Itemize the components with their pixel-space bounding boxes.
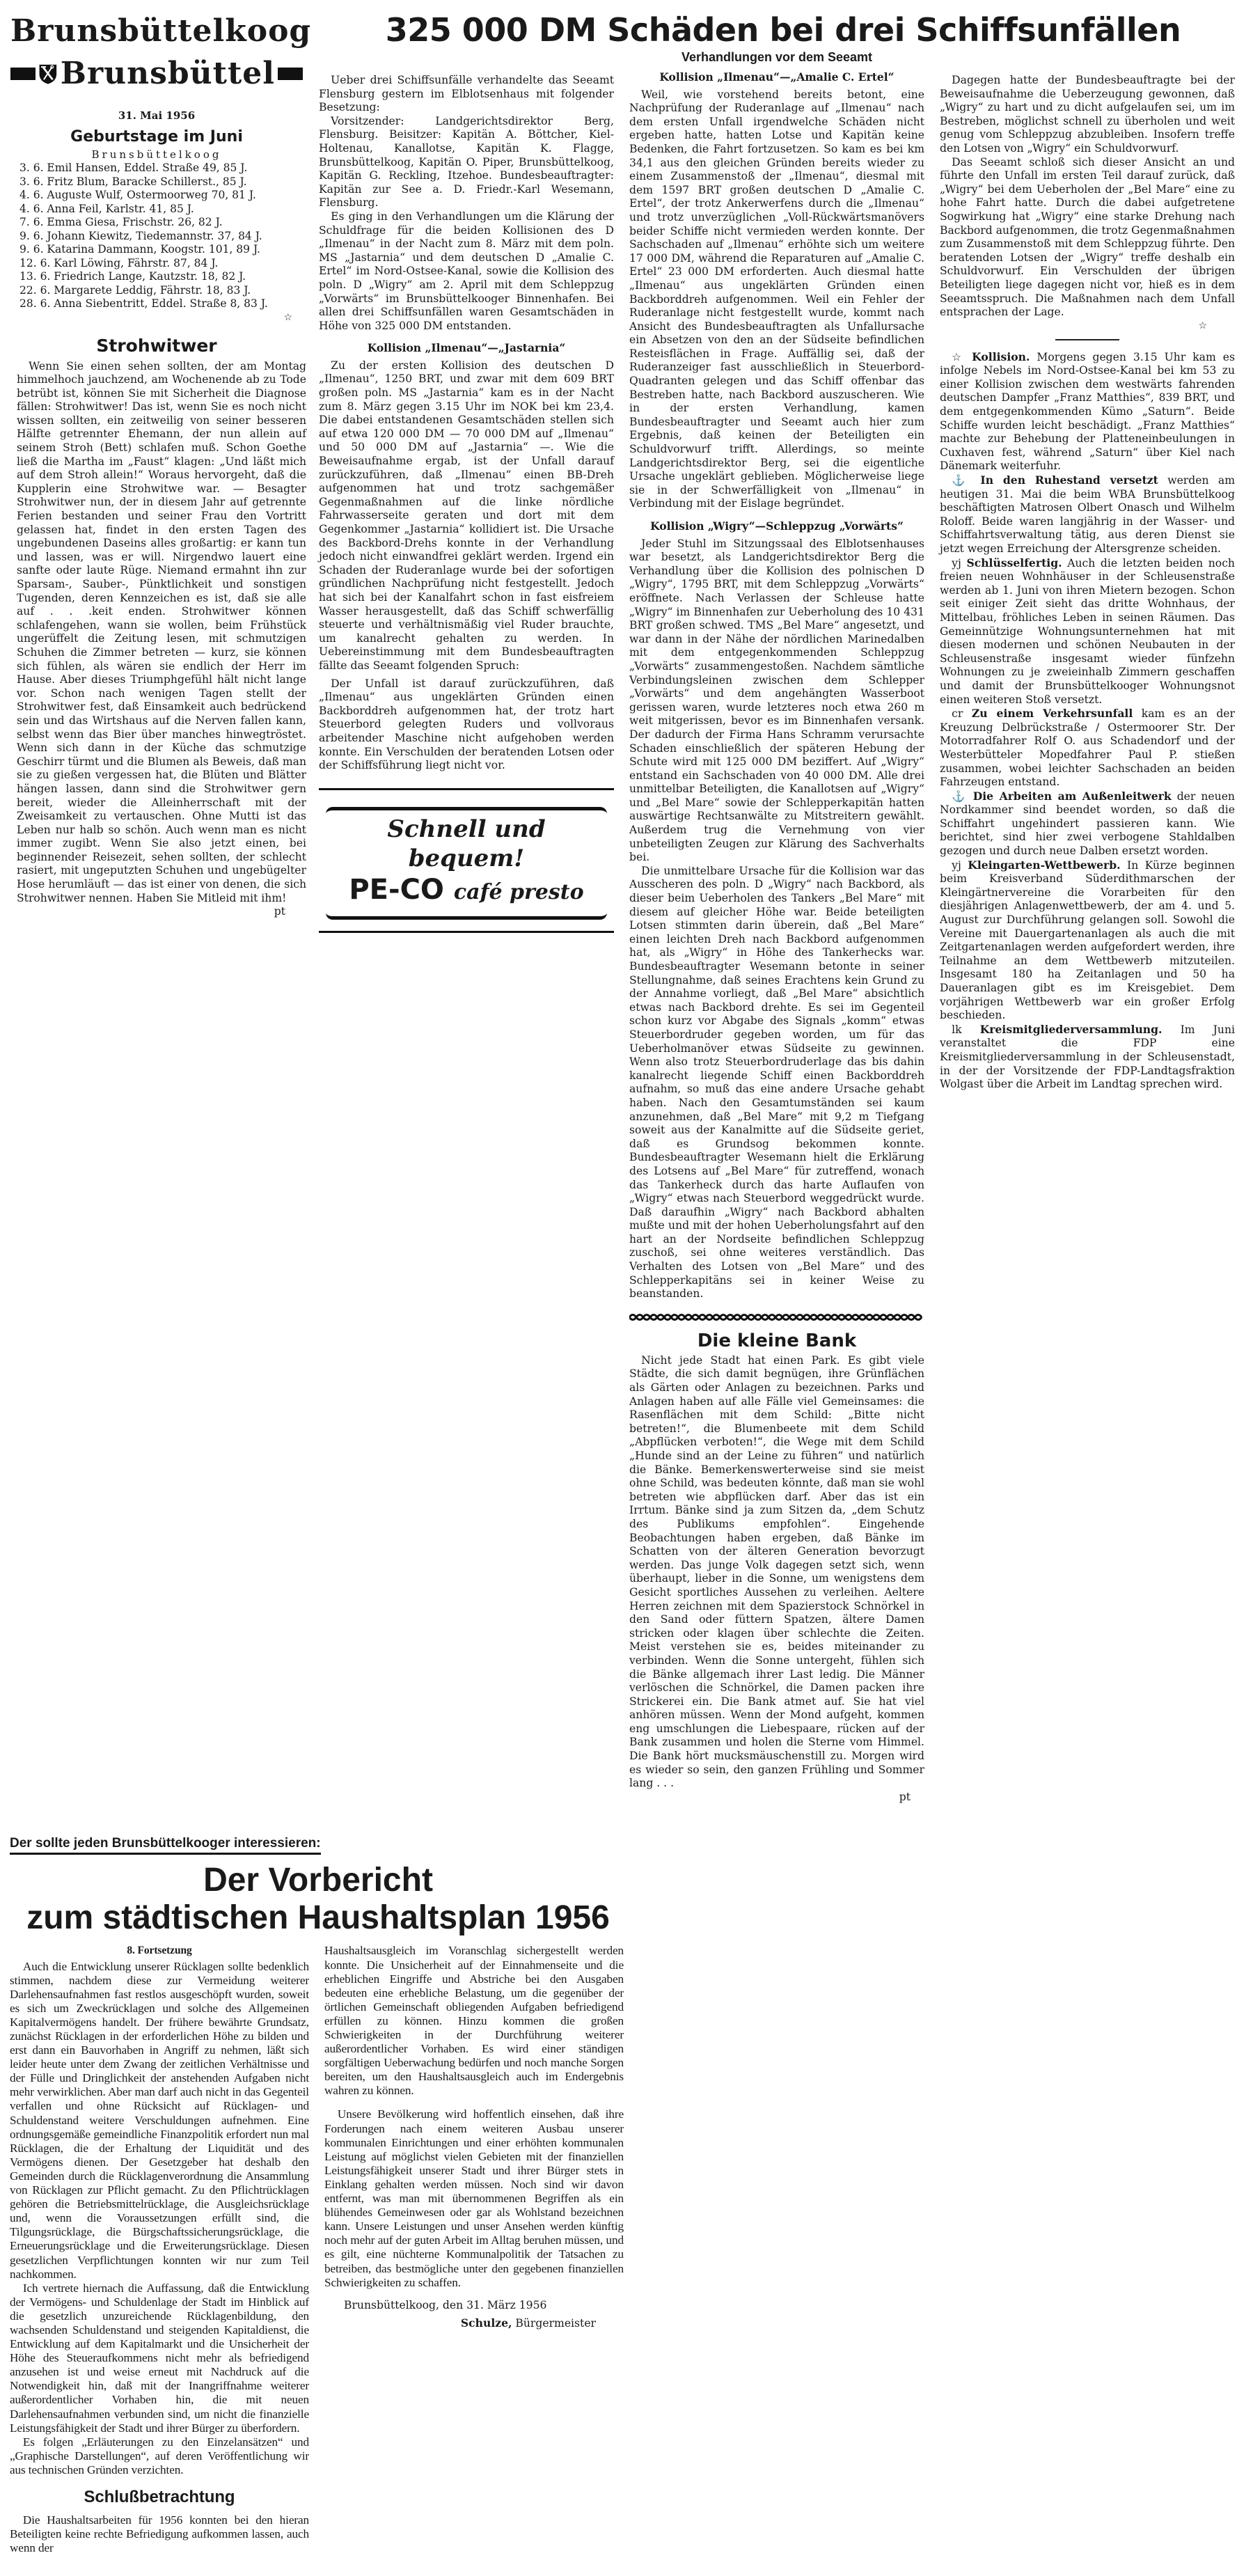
masthead-logo [10, 13, 312, 99]
budget-col2-p1: Haushaltsausgleich im Voranschlag sichergestellt werden konnte. Die Unsicherheit auf der Einnahmenseite und die erheblichen Eingriffe und Abstriche bei den Ausgaben bedeuten eine erhebliche Belastung, um die gegenüber der örtlichen Gemeinschaft obliegenden Aufgaben befriedigend erfüllen zu können. Hinzu kommen die großen Schwierigkeiten in der Durchführung weiterer außerordentlicher Vorhaben. Es wird einer ständigen sorgfältigen Ueberwachung bedürfen und noch manche Sorgen bereiten, um den Haushaltsausgleich auch im Endergebnis wahren zu können. [324, 1944, 624, 2098]
news-brief [940, 556, 1235, 707]
birthday-entry: 3. 6. Emil Hansen, Eddel. Straße 49, 85 J. [19, 162, 248, 174]
budget-columns [10, 1944, 626, 2555]
birthday-entry: 4. 6. Anna Feil, Karlstr. 41, 85 J. [19, 202, 194, 215]
birthdays-place: Brunsbüttelkoog [91, 148, 222, 161]
ad-product: café presto [453, 879, 584, 904]
budget-col2-p2: Unsere Bevölkerung wird hoffentlich einsehen, daß ihre Forderungen nach einem weiteren Ausbau unserer kommunalen Einrichtungen und einer erhöhten kommunalen Leistung auf möglichst vielen Gebieten mit der finanziellen Leistungsfähigkeit unserer Stadt und ihrer Bürger stets in Einklang gehalten werden müssen. Noch sind wir davon entfernt, was man mit übernommenen Begriffen als ein blühendes Gemeinwesen oder gar als Wohlstand bezeichnen kann. Unsere Leistungen und unser Ansehen werden künftig noch mehr auf der guten Arbeit im Alltag beruhen müssen, und es gilt, eine nüchterne Kommunalpolitik der Tatsachen zu betreiben, das bestmögliche unter den gegebenen finanziellen Schwierigkeiten zu schaffen. [324, 2107, 624, 2289]
bank-author: pt [899, 1790, 911, 1803]
end-star-icon: ☆ [283, 311, 292, 323]
birthdays-title: Geburtstage im Juni [70, 128, 243, 146]
brief-title: Die Arbeiten am Außenleitwerk [972, 789, 1172, 803]
birthday-entry: 22. 6. Margarete Leddig, Fährstr. 18, 83 J. [19, 283, 251, 297]
anchor-crest-icon [38, 49, 58, 99]
brief-title: Zu einem Verkehrsunfall [971, 707, 1133, 721]
birthday-entry: 12. 6. Karl Löwing, Fährstr. 87, 84 J. [19, 256, 219, 269]
masthead-line2: Brunsbüttel [60, 56, 275, 91]
brief-title: Kleingarten-Wettbewerb. [968, 858, 1121, 872]
ship-end-star-icon: ☆ [1198, 320, 1207, 331]
brief-text: werden am heutigen 31. Mai die beim WBA Brunsbüttelkoog beschäftigten Matrosen Olbert Onasch und Wilhelm Roloff. Beide waren langjährig in der Wasser- und Schiffahrtsverwaltung tätig, aus deren Dienst sie jetzt wegen Erreichung der Altersgrenze scheiden. [940, 474, 1235, 555]
ship-intro-2: Vorsitzender: Landgerichtsdirektor Berg, Flensburg. Beisitzer: Kapitän A. Böttcher, Kiel-Holtenau, Kanallotse, Kapitän K. Flagge, Brunsbüttelkoog, Kapitän O. Piper, Brunsbüttelkoog, Kapitän G. Reckling, Itzehoe. Bundesbeauftragter: Kapitän zur See a. D. Friedr.-Karl Wesemann, Flensburg. [319, 114, 614, 210]
strohwitwer-title: Strohwitwer [96, 335, 217, 356]
news-brief [940, 473, 1235, 556]
ship-column-1 [319, 74, 614, 773]
masthead-row2 [10, 49, 303, 99]
budget-conclusion-text: Die Haushaltsarbeiten für 1956 konnten bei den hieran Beteiligten keine rechte Befriedigung aufkommen lassen, auch wenn der [10, 2513, 309, 2555]
budget-signature [324, 2316, 624, 2330]
birthday-entry: 7. 6. Emma Giesa, Frischstr. 26, 82 J. [19, 216, 223, 228]
budget-section [0, 1836, 626, 2576]
budget-column-2-wrap [324, 1944, 624, 2330]
ship-sec3-p2: Die unmittelbare Ursache für die Kollision war das Ausscheren des poln. D „Wigry“ nach Backbord, als dieser beim Ueberholen des Tankers „Bel Mare“ mit diesem auf gleicher Höhe war. Beide beteiligten Lotsen stimmten darin überein, daß „Bel Mare“ einen leichten Dreh nach Backbord aufgenommen hat, als „Wigry“ in Höhe des Tankerhecks war. Bundesbeauftragter Wesemann betonte in seiner Stellungnahme, daß seines Erachtens kein Grund zu der Annahme vorliegt, daß „Bel Mare“ absichtlich etwas nach Backbord drehte. Es sei im Gegenteil schon kurz vor Abgabe des Signals „komm“ etwas Steuerbordruder gegeben worden, um für das Ueberholmanöver etwas Südseite zu gewinnen. Wenn also trotz Steuerbordruderlage das bis dahin kanalrecht liegende Schiff einen Backborddreh aufnahm, so muß das eine andere Ursache gehabt haben. Nach den Gesamtumständen sei kaum anzunehmen, daß „Bel Mare“ mit 9,2 m Tiefgang soweit aus der Kanalmitte auf die Südseite geriet, daß es Grundsog bekommen konnte. Bundesbeauftragter Wesemann hielt die Erklärung des Lotsens auf „Bel Mare“ für zutreffend, wonach das Tankerheck durch das harte Auflaufen von „Wigry“ etwas nach Steuerbord weggedrückt wurde. Daß daraufhin „Wigry“ nach Backbord abhalten mußte und mit der hohen Ueberholungsfahrt auf den hart an der Nordseite befindlichen Schleppzug zuschoß, sei ohne weiteres verständlich. Das Verhalten des Lotsen von „Bel Mare“ und des Schlepperkapitäns sei in keiner Weise zu beanstanden. [629, 864, 924, 1301]
brief-text: der neuen Nordkammer sind beendet worden, so daß die Schiffahrt ungehindert passieren kann. Wie berichtet, sind hier zwei verbogene Stahldalben gezogen und durch neue Dalben ersetzt worden. [940, 790, 1235, 858]
issue-date: 31. Mai 1956 [118, 109, 196, 122]
news-brief [940, 790, 1235, 858]
ship-sec3-p1: Jeder Stuhl im Sitzungssaal des Elblotsenhauses war besetzt, als Landgerichtsdirektor Berg die Verhandlung über die Kollision des polnischen D „Wigry“, 1795 BRT, mit dem Schleppzug „Vorwärts“ eröffnete. Nach Verlassen der Schleuse hatte „Wigry“ im Binnenhafen zur Ueberholung des 10 431 BRT großen schwed. TMS „Bel Mare“ angesetzt, und war dann in der Nähe der nördlichen Marinedalben mit dem entgegenkommenden Schleppzug „Vorwärts“ zusammengestoßen. Nachdem sämtliche Verbindungsleinen zwischen dem Schlepper „Vorwärts“ und dem angehängten Wasserboot gerissen waren, wurde letzteres noch etwa 260 m weit mitgerissen, bevor es im Binnenhafen versank. Der dadurch der Firma Hans Schramm verursachte Schaden einschließlich der späteren Hebung der Schute wird mit 125 000 DM beziffert. Auf „Wigry“ entstand ein Sachschaden von 40 000 DM. Alle drei unmittelbar Beteiligten, die Kanallotsen auf „Wigry“ und „Bel Mare“ sowie der Schlepperkapitän hatten auswärtige Rechtsanwälte zu Mitstreitern gewählt. Außerdem trug die Vernehmung von vier unbeteiligten Zeugen zur Klärung des Sachverhalts bei. [629, 537, 924, 864]
author-initials: yj [952, 556, 961, 570]
brief-title: In den Ruhestand versetzt [980, 473, 1158, 487]
brief-text: Im Juni veranstaltet die FDP eine Kreismitgliederversammlung in der Schleusenstadt, in der der Vorsitzende der FDP-Landtagsfraktion Wolgast über die Arbeit im Landtag sprechen wird. [940, 1023, 1235, 1091]
right-area [319, 11, 1247, 1804]
banner-left [10, 68, 36, 80]
ship-column-3 [940, 74, 1235, 332]
budget-headline-1: Der Vorbericht [203, 1862, 433, 1899]
birthday-list [7, 162, 306, 311]
ship-column-1-wrap [319, 50, 614, 937]
ship-sec3-p3: Dagegen hatte der Bundesbeauftragte bei der Beweisaufnahme die Ueberzeugung gewonnen, daß „Wigry“ zu hart und zu dicht aufgelaufen sei, um im Bestreben, möglichst schnell zu überholen und weit genug vom Schleppzug abzubleiben. Insofern treffe den Lotsen von „Wigry“ ein Schuldvorwurf. [940, 74, 1235, 155]
ship-sec1-p2: Der Unfall ist darauf zurückzuführen, daß „Ilmenau“ aus ungeklärten Gründen einen Backborddreh aufgenommen hat, der trotz hart Steuerbord gelegten Ruders und vollvoraus arbeitender Maschine nicht aufgehoben werden konnte. Ein Verschulden der beratenden Lotsen oder der Schiffsführung liegt nicht vor. [319, 677, 614, 772]
ship-sec2-p1: Weil, wie vorstehend bereits betont, eine Nachprüfung der Ruderanlage auf „Ilmenau“ nach dem ersten Unfall irgendwelche Schäden nicht ergeben hatte, hatten Lotse und Kapitän keine Bedenken, die Fahrt fortzusetzen. So kam es bei km 34,1 aus den gleichen Gründen bereits wieder zu einem Zusammenstoß der „Ilmenau“, diesmal mit dem 1597 BRT großen deutschen D „Amalie C. Ertel“, der trotz Ankerwerfens durch die „Ilmenau“ und trotz unverzüglichen „Voll-Rückwärtsmanövers beider Schiffe nicht vermieden werden konnte. Der Sachschaden auf „Ilmenau“ erhöhte sich um weitere 17 000 DM, während die Reparaturen auf „Amalie C. Ertel“ 23 000 DM erforderten. Auch diesmal hatte „Ilmenau“ aus ungeklärten Gründen einen Backborddreh aufgenommen. Weil ein Fehler der Ruderanlage nicht festgestellt wurde, kommt nach Ansicht des Bundesbeauftragten als Unfallursache ein Absetzen von den an der Südseite befindlichen Resteisflächen in Frage. Auffällig sei, daß der Ruderanzeiger fast ausschließlich in Steuerbord-Quadranten gelegen und das Schiff offenbar das Bestreben hatte, nach Backbord auszuscheren. Wie in der ersten Verhandlung, kamen Bundesbeauftragter und Seeamt auch hier zum Ergebnis, daß keinen der Beteiligten ein Schuldvorwurf trifft. Allerdings, so meinte Landgerichtsdirektor Berg, sei die eigentliche Ursache ungeklärt geblieben. Möglicherweise liege sie in der Schwerfälligkeit von „Ilmenau“ in Verbindung mit der Eislage begründet. [629, 88, 924, 510]
section-title-ilmenau-ertel: Kollision „Ilmenau“—„Amalie C. Ertel“ [659, 70, 895, 84]
ad-brand-line [326, 873, 607, 909]
ship-headline: 325 000 DM Schäden bei drei Schiffsunfällen [385, 11, 1181, 49]
budget-column-1 [10, 1944, 309, 2555]
ship-intro-1: Ueber drei Schiffsunfälle verhandelte das Seeamt Flensburg gestern im Elblotsenhaus mit folgender Besetzung: [319, 74, 614, 114]
ad-bottom-rule [319, 931, 614, 933]
ad-slogan: Schnell und bequem! [387, 815, 546, 872]
star-icon: ☆ [952, 350, 966, 363]
left-column [7, 11, 312, 919]
news-brief [940, 858, 1235, 1023]
divider-short [1055, 339, 1119, 340]
masthead-line1: Brunsbüttelkoog [10, 13, 312, 49]
author-initials: yj [952, 858, 961, 872]
brief-title: Schlüsselfertig. [966, 556, 1062, 570]
ad-brand: PE-CO [349, 873, 444, 906]
section-title-wigry-vorwaerts: Kollision „Wigry“—Schleppzug „Vorwärts“ [650, 519, 904, 533]
news-brief [940, 707, 1235, 790]
news-brief [940, 350, 1235, 473]
local-notes-column [940, 350, 1235, 1092]
brief-text: Auch die letzten beiden noch freien neuen Wohnhäuser in der Schleusenstraße werden ab 1. Juni von ihren Mietern bezogen. Schon seit einiger Zeit sieht das dritte Wohnhaus, der Mittelbau, fröhliches Leben in seinen Räumen. Das Gemeinnützige Wohnungsunternehmen hat mit diesen modernen und schönen Neubauten in der Schleusenstraße insgesamt wieder fünfzehn Wohnungen zu je zweieinhalb Zimmern geschaffen und damit der Brunsbüttelkooger Wohnungsnot einen weiteren Stoß versetzt. [940, 556, 1235, 706]
ship-columns [319, 50, 1247, 1804]
birthday-entry: 4. 6. Auguste Wulf, Ostermoorweg 70, 81 J. [19, 189, 256, 201]
author-initials: cr [952, 707, 963, 721]
strohwitwer-author: pt [274, 905, 285, 918]
banner-right [278, 68, 303, 80]
news-brief [940, 1023, 1235, 1092]
strohwitwer-text: Wenn Sie einen sehen sollten, der am Montag himmelhoch jauchzend, am Wochenende ab zu Tode betrübt ist, können Sie mit Sicherheit die Diagnose fällen: Strohwitwer! Das ist, wenn Sie es noch nicht wissen sollten, ein zeitweilig von seiner besseren Hälfte getrennter Ehemann, der nun allein auf seinem Stroh (Bett) schlafen muß. Schon Goethe ließ die Martha im „Faust“ klagen: „Und läßt mich auf dem Stroh allein!“ Woraus hervorgeht, daß die Kupplerin eine Strohwitwe war. — Besagter Strohwitwer nun, der in diesem Jahr auf getrennte Ferien bestanden und seiner Frau den Vortritt gelassen hat, findet in den ersten Tagen des ungebundenen Daseins alles großartig: er kann tun und lassen, was er will. Nirgendwo lauert eine sanfte oder laute Rüge. Niemand ermahnt ihn zur Sparsam-, Sauber-, Pünktlichkeit und sonstigen Tugenden, deren Kennzeichen es ist, daß sie alle auf . . .keit enden. Strohwitwer können schlafengehen, wann sie wollen, beim Frühstück ungerüffelt die Zeitung lesen, mit schmutzigen Schuhen die Zimmer betreten — kurz, sie können sich fühlen, als wären sie endlich der Herr im Hause. Aber dieses Triumphgefühl hält nicht lange vor. Schon nach wenigen Tagen stellt der Strohwitwer fest, daß Einsamkeit auch bedrückend sein und das Wirtshaus auf die Nerven fallen kann, selbst wenn das Bier über manches hinwegtröstet. Wenn sich dann in der Küche das schmutzige Geschirr türmt und die Blumen als Beweis, daß man sie zu gießen vergessen hat, die Blüten und Blätter hängen lassen, dann sind die Strohwitwer gern bereit, wieder die Alleinherrschaft mit der Zweisamkeit zu vertauschen. Ohne Mutti ist das Leben nur halb so schön. Auch wenn man es nicht immer zugibt. Wenn Sie also jetzt einen, bei beginnender Reisezeit, sehen sollten, der schlecht rasiert, mit ungeputzten Schuhen und ungebügelter Hose herumläuft — das ist einer von denen, die sich Strohwitwer nennen. Haben Sie Mitleid mit ihm! [17, 359, 306, 904]
bank-title: Die kleine Bank [697, 1330, 857, 1351]
birthday-entry: 3. 6. Fritz Blum, Baracke Schillerst., 85 J. [19, 175, 247, 188]
brief-title: Kreismitgliederversammlung. [979, 1022, 1163, 1036]
birthday-entry: 13. 6. Friedrich Lange, Kautzstr. 18, 82 J. [19, 270, 246, 283]
ship-column-2-wrap [629, 50, 924, 1804]
ship-column-2 [629, 70, 924, 1301]
brief-text: In Kürze beginnen beim Kreisverband Süderdithmarschen der Kleingärtnervereine die Vorarbeiten für den diesjährigen Anlagenwettbewerb, der am 4. und 5. August zur Durchführung gelangen soll. Sowohl die Vereine mit Dauergartenanlagen als auch die mit Zeitgartenanlagen werden aufgefordert werden, ihre Teilnahme an dem Wettbewerb mitzuteilen. Insgesamt 180 ha Zeitanlagen und 50 ha Daueranlagen gibt es im Kreisgebiet. Dem vorjährigen Wettbewerb war ein großer Erfolg beschieden. [940, 858, 1235, 1022]
strohwitwer-article [7, 360, 306, 919]
ship-subheadline: Verhandlungen vor dem Seeamt [681, 50, 873, 64]
budget-headline-2: zum städtischen Haushaltsplan 1956 [26, 1899, 610, 1937]
pe-co-advertisement [326, 807, 607, 920]
budget-conclusion-title: Schlußbetrachtung [84, 2488, 235, 2506]
brief-title: Kollision. [972, 350, 1030, 363]
ornamental-divider [629, 1312, 924, 1322]
budget-kicker: Der sollte jeden Brunsbüttelkooger interessieren: [10, 1836, 321, 1855]
author-initials: lk [952, 1023, 962, 1036]
birthday-entry: 28. 6. Anna Siebentritt, Eddel. Straße 8, 83 J. [19, 297, 268, 310]
birthday-entry: 9. 6. Katarina Dammann, Koogstr. 101, 89 J. [19, 243, 260, 256]
ship-sec3-p4: Das Seeamt schloß sich dieser Ansicht an und führte den Unfall im ersten Teil darauf zurück, daß „Wigry“ bei dem Ueberholen der „Bel Mare“ eine zu hohe Fahrt hatte. Durch die dabei aufgetretene Sogwirkung hat „Wigry“ eine starke Drehung nach Backbord aufgenommen, die trotz Gegenmaßnahmen zum Zusammenstoß mit dem Schleppzug führte. Den beratenden Lotsen der „Wigry“ treffe deshalb ein Schuldvorwurf. Ein Verschulden der übrigen Beteiligten liege dagegen nicht vor, hieß es in dem Seeamtsspruch. Die Maßnahmen nach dem Unfall entsprachen der Lage. [940, 155, 1235, 319]
budget-col1-p3: Es folgen „Erläuterungen zu den Einzelansätzen“ und „Graphische Darstellungen“, auf deren Veröffentlichung wir aus technischen Gründen verzichten. [10, 2435, 309, 2476]
budget-column-2 [324, 1944, 624, 2289]
anchor-icon: ⚓ [952, 790, 968, 803]
bank-article [629, 1354, 924, 1805]
budget-dateline: Brunsbüttelkoog, den 31. März 1956 [344, 2298, 547, 2311]
budget-part-label: 8. Fortsetzung [127, 1945, 192, 1957]
brief-text: kam es an der Kreuzung Delbrückstraße / Ostermoorer Str. Der Motorradfahrer Rolf O. aus Schadendorf und der Westerbütteler Mopedfahrer Paul P. stießen zusammen, wobei leichter Sachschaden an beiden Fahrzeugen entstand. [940, 707, 1235, 789]
ship-column-3-wrap [940, 50, 1235, 1092]
signer-name: Schulze, [460, 2316, 512, 2330]
budget-col1-p1: Auch die Entwicklung unserer Rücklagen sollte bedenklich stimmen, nachdem diese zur Vermeidung weiterer Darlehensaufnahmen fast restlos ausgeschöpft wurden, soweit es sich um Zweckrücklagen und solche des Allgemeinen Kapitalvermögens handelt. Der frühere bewährte Grundsatz, zunächst Rücklagen in der erforderlichen Höhe zu bilden und erst dann ein Bauvorhaben in Angriff zu nehmen, läßt sich leider heute unter dem Zwang der zeitlichen Verhältnisse und der Fülle und Dringlichkeit der anstehenden Aufgaben nicht mehr verwirklichen. Aber man darf auch nicht in das Gegenteil verfallen und ohne Rücksicht auf Rücklagen- und Schuldenstand weitere Verschuldungen aufnehmen. Eine ordnungsgemäße gemeindliche Finanzpolitik erfordert nun mal Rücklagen, die der Erhaltung der Liquidität und des Vermögens dienen. Der Gesetzgeber hat deshalb den Gemeinden durch die Rücklagenverordnung die Ansammlung von Rücklagen zur Pflicht gemacht. Zu den Pflichtrücklagen gehören die Betriebsmittelrücklage, die Ausgleichsrücklage und, wenn die Voraussetzungen erfüllt sind, die Tilgungsrücklage, die Bürgschaftssicherungsrücklage, die Erneuerungsrücklage und die Erweiterungsrücklage. Diesen gesetzlichen Verpflichtungen konnten wir nur zum Teil nachkommen. [10, 1959, 309, 2281]
section-title-ilmenau-jastarnia: Kollision „Ilmenau“—„Jastarnia“ [367, 341, 566, 355]
signer-title: Bürgermeister [515, 2316, 596, 2330]
ad-top-rule [319, 788, 614, 790]
anchor-icon: ⚓ [952, 474, 972, 487]
birthday-entry: 9. 6. Johann Kiewitz, Tiedemannstr. 37, 84 J. [19, 229, 262, 242]
brief-text: Morgens gegen 3.15 Uhr kam es infolge Nebels im Nord-Ostsee-Kanal bei km 53 zu einer Kollision zwischen dem westwärts fahrenden deutschen Dampfer „Franz Matthies“, 839 BRT, und dem entgegenkommenden Kümo „Saturn“. Beide Schiffe wurden leicht beschädigt. „Franz Matthies“ machte zur Behebung der Platteneinbeulungen in Cuxhaven fest, während „Saturn“ über Kiel nach Dänemark weiterfuhr. [940, 350, 1235, 473]
bank-text: Nicht jede Stadt hat einen Park. Es gibt viele Städte, die sich damit begnügen, ihre Grünflächen als Gärten oder Anlagen zu bezeichnen. Parks und Anlagen haben auf alle Fälle viel Gemeinsames: die Rasenflächen mit dem Schild: „Bitte nicht betreten!“, die Blumenbeete mit dem Schild „Abpflücken verboten!“, die Wege mit dem Schild „Hunde sind an der Leine zu führen“ und natürlich die Bänke. Bemerkenswerterweise sind sie meist ohne Schild, was bedeuten könnte, daß man sie wohl betreten wie abpflücken darf. Aber das ist ein Irrtum. Bänke sind ja zum Sitzen da, „dem Schutz des Publikums empfohlen“. Eingehende Beobachtungen haben ergeben, daß Bänke im Schatten von der älteren Generation bevorzugt werden. Das junge Volk dagegen setzt sich, wenn überhaupt, lieber in die Sonne, um wenigstens dem Gesicht sportliches Aussehen zu verleihen. Aeltere Herren zeichnen mit dem Spazierstock Schnörkel in den Sand oder füttern Spatzen, ältere Damen stricken oder klagen über schlechte die Zeiten. Meist verstehen sie es, beides miteinander zu verbinden. Wenn die Sonne untergeht, fühlen sich die Bänke allgemach ihrer Last ledig. Die Männer verlöschen die Schnörkel, die Damen packen ihre Strickerei ein. Die Bank atmet auf. Sie hat viel anhören müssen. Wenn der Mond aufgeht, kommen eng umschlungen die Liebespaare, rücken auf der Bank zusammen und holen die Sterne vom Himmel. Die Bank hört mucksmäuschenstill zu. Morgen wird es wieder so sein, den ganzen Frühling und Sommer lang . . . [629, 1353, 924, 1790]
budget-col1-p2: Ich vertrete hiernach die Auffassung, daß die Entwicklung der Vermögens- und Schuldenlage der Stadt im Hinblick auf die gesetzlich unzureichende Rücklagenbildung, den wachsenden Schuldenstand und steigenden Kapitaldienst, die Entwicklung auf dem Kapitalmarkt und die Unsicherheit der Höhe des Steueraufkommens nicht mehr als befriedigend anzusehen ist und weise erneut mit Nachdruck auf die Notwendigkeit hin, daß mit der Inangriffnahme weiterer außerordentlicher Vorhaben hin, die mit neuen Darlehensaufnahmen verbunden sind, um nicht die finanzielle Leistungsfähigkeit der Stadt und ihrer Bürger zu überfordern. [10, 2281, 309, 2435]
ship-sec1-p1: Zu der ersten Kollision des deutschen D „Ilmenau“, 1250 BRT, und zwar mit dem 609 BRT großen poln. MS „Jastarnia“ kam es in der Nacht zum 8. März gegen 3.15 Uhr im NOK bei km 23,4. Die dabei entstandenen Gesamtschäden stellen sich auf etwa 120 000 DM — 70 000 DM auf „Ilmenau“ und 50 000 DM auf „Jastarnia“ —. Wie die Beweisaufnahme ergab, ist der Unfall darauf zurückzuführen, daß „Ilmenau“ einen BB-Dreh aufgenommen hat und trotz sachgemäßer Gegenmaßnahmen auf die linke nördliche Fahrwasserseite geraten und dort mit dem Gegenkommer „Jastarnia“ kollidiert ist. Die Ursache des Backbord-Drehs konnte in der Verhandlung jedoch nicht einwandfrei geklärt werden. Irgend ein Schaden der Ruderanlage wurde bei der sofortigen gründlichen Nachprüfung nicht festgestellt. Jedoch hat sich bei der Kanalfahrt schon in fast eisfreiem Wasser herausgestellt, daß das Schiff schwerfällig steuerte und verhältnismäßig viel Ruder brauchte, um kanalrecht gehalten zu werden. In Uebereinstimmung mit dem Bundesbeauftragten fällte das Seeamt folgenden Spruch: [319, 359, 614, 672]
ship-intro-3: Es ging in den Verhandlungen um die Klärung der Schuldfrage für die beiden Kollisionen des D „Ilmenau“ in der Nacht zum 8. März mit dem poln. MS „Jastarnia“ und dem deutschen D „Amalie C. Ertel“ im Nord-Ostsee-Kanal, sowie die Kollision des poln. D „Wigry“ am 2. April mit dem Schleppzug „Vorwärts“ im Brunsbüttelkooger Binnenhafen. Bei allen drei Schiffsunfällen waren Gesamtschäden in Höhe von 325 000 DM entstanden. [319, 210, 614, 332]
